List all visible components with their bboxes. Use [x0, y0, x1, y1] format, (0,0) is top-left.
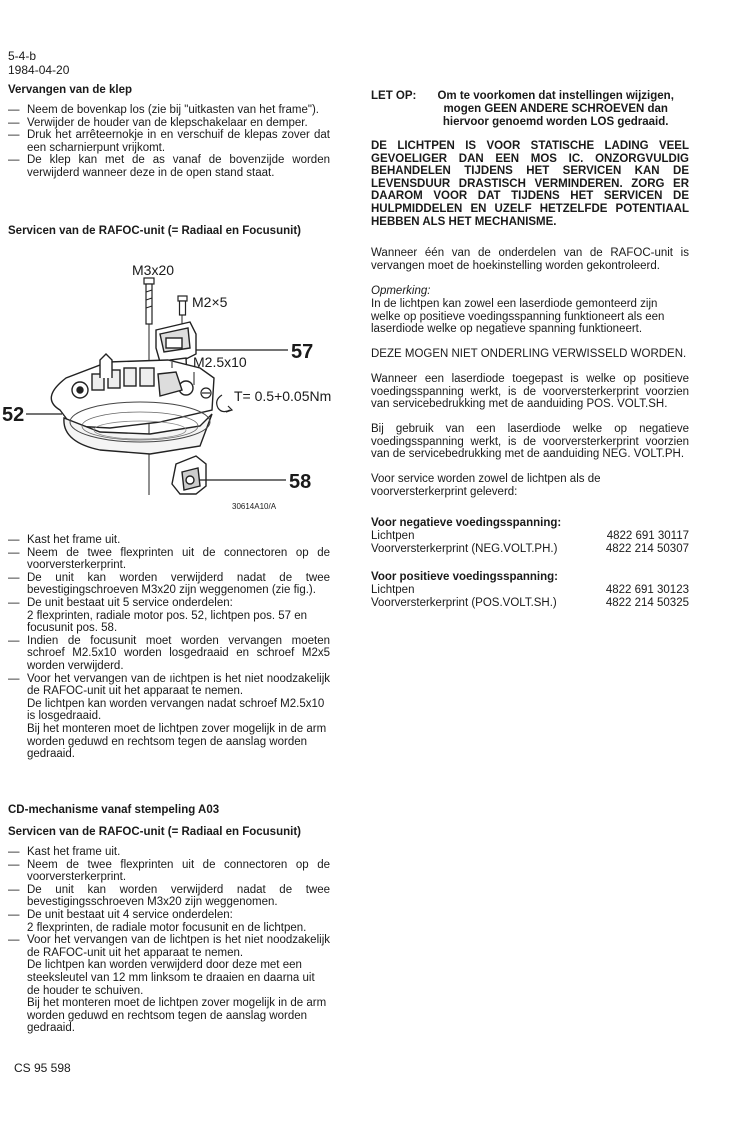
part-row: Voorversterkerprint (POS.VOLT.SH.) 4822 214 50325 [371, 596, 689, 609]
label-pos-57: 57 [291, 341, 314, 363]
part-row: Voorversterkerprint (NEG.VOLT.PH.) 4822 214 50307 [371, 542, 689, 555]
page-date: 1984-04-20 [8, 63, 70, 77]
letop-label: LET OP: [371, 90, 417, 102]
list-item: — Verwijder de houder van de klepschakelaar en demper. [8, 117, 330, 130]
part-row: Lichtpen 4822 691 30117 [371, 530, 689, 542]
opmerking-label: Opmerking: [371, 285, 431, 297]
klep-title: Vervangen van de klep [8, 84, 133, 96]
list-item: — Indien de focusunit moet worden vervangen moeten schroef M2.5x10 worden losgedraaid en schroef M2x5 worden verwijderd. [8, 635, 330, 673]
document-code: CS 95 598 [14, 1061, 71, 1075]
a03-subtitle: Servicen van de RAFOC-unit (= Radiaal en Focusunit) [8, 826, 301, 838]
a03-list [8, 846, 330, 1035]
focus-unit-shape [172, 456, 206, 494]
list-item: — Druk het arrêteernokje in en verschuif de klepas zover dat een scharnierpunt vrijkomt. [8, 129, 330, 154]
service-text: Voor service worden zowel de lichtpen als de voorversterkerprint geleverd: [371, 473, 601, 498]
list-item: — De unit kan worden verwijderd nadat de twee bevestigingschroeven M3x20 zijn weggenomen (zie fig.). [8, 572, 330, 597]
rafoc-title: Servicen van de RAFOC-unit (= Radiaal en Focusunit) [8, 225, 301, 237]
neg-parts-title: Voor negatieve voedingsspanning: [371, 517, 562, 529]
letop-block [371, 90, 689, 129]
list-item: — Neem de twee flexprinten uit de connectoren op de voorversterkerprint. [8, 859, 330, 884]
letop-text: Om te voorkomen dat instellingen wijzigen, mogen GEEN ANDERE SCHROEVEN dan hiervoor genoemd worden LOS gedraaid. [437, 90, 674, 128]
opmerking-caps: DEZE MOGEN NIET ONDERLING VERWISSELD WORDEN. [371, 348, 687, 360]
label-pos-58: 58 [289, 471, 312, 493]
list-item: — De unit bestaat uit 4 service onderdelen: 2 flexprinten, de radiale motor focusunit en de lichtpen. [8, 909, 330, 934]
pos-parts-title: Voor positieve voedingsspanning: [371, 571, 559, 583]
label-pos-52: 52 [2, 404, 25, 426]
part-row: Lichtpen 4822 691 30123 [371, 584, 689, 596]
list-item: — De unit bestaat uit 5 service onderdelen: 2 flexprinten, radiale motor pos. 52, lichtpen pos. 57 en focusunit pos. 58. [8, 597, 330, 635]
label-m25x10: M2.5x10 [193, 354, 247, 370]
list-item: — De unit kan worden verwijderd nadat de twee bevestigingsschroeven M3x20 zijn weggenomen. [8, 884, 330, 909]
neg-parts-list [371, 530, 689, 555]
a03-title: CD-mechanisme vanaf stempeling A03 [8, 804, 220, 816]
list-item: — Voor het vervangen van de ıichtpen is het niet noodzakelijk de RAFOC-unit uit het apparaat te nemen. De lichtpen kan worden vervangen nadat schroef M2.5x10 is losgedraaid. Bij het monteren moet de lichtpen zover mogelijk in de arm worden geduwd en rechtsom tegen de aanslag worden gedraaid. [8, 673, 330, 761]
label-torque: T= 0.5+0.05Nm [234, 388, 332, 404]
list-item: — Neem de bovenkap los (zie bij "uitkasten van het frame"). [8, 104, 330, 117]
label-m3x20: M3x20 [132, 262, 175, 278]
list-item: — Voor het vervangen van de lichtpen is het niet noodzakelijk de RAFOC-unit uit het apparaat te nemen. De lichtpen kan worden verwijderd door deze met een steeksleutel van 12 mm linksom te draaien en daarna uit de houder te schuiven. Bij het monteren moet de lichtpen zover mogelijk in de arm worden geduwd en rechtsom tegen de aanslag worden gedraaid. [8, 934, 330, 1035]
klep-list [8, 104, 330, 180]
page-section-code: 5-4-b [8, 49, 37, 63]
label-m2x5: M2×5 [192, 294, 228, 310]
pos-parts-list [371, 584, 689, 609]
pos-volt-text: Wanneer een laserdiode toegepast is welke op positieve voedingsspanning werkt, is de voorversterkerprint voorzien van servicebedrukking met de aanduiding POS. VOLT.SH. [371, 373, 689, 411]
rafoc-unit-diagram [0, 250, 340, 520]
list-item: — De klep kan met de as vanaf de bovenzijde worden verwijderd wanneer deze in de open stand staat. [8, 154, 330, 179]
figure-code: 30614A10/A [232, 502, 277, 511]
opmerking-text: In de lichtpen kan zowel een laserdiode gemonteerd zijn welke op positieve voedingsspanning funktioneert als een laserdiode welke op negatieve spanning funktioneert. [371, 298, 665, 336]
rafoc-list [8, 534, 330, 761]
list-item: — Neem de twee flexprinten uit de connectoren op de voorversterkerprint. [8, 547, 330, 572]
list-item: — Kast het frame uit. [8, 846, 330, 859]
replace-note: Wanneer één van de onderdelen van de RAFOC-unit is vervangen moet de hoekinstelling worden gekontroleerd. [371, 247, 689, 272]
neg-volt-text: Bij gebruik van een laserdiode welke op negatieve voedingsspanning werkt, is de voorversterkerprint voorzien van de servicebedrukking met de aanduiding NEG. VOLT.PH. [371, 423, 689, 461]
rafoc-arm-shape [51, 354, 214, 454]
screw-m25x10-icon [201, 388, 211, 398]
static-warning: DE LICHTPEN IS VOOR STATISCHE LADING VEEL GEVOELIGER DAN EEN MOS IC. ONZORGVULDIG BEHANDELEN TIJDENS HET SERVICEN KAN DE LEVENSDUUR DRASTISCH VERMINDEREN. ZORG ER DAAROM VOOR DAT TIJDENS HET SERVICEN DE HULPMIDDELEN EN UZELF HETZELFDE POTENTIAAL HEBBEN ALS HET MECHANISME. [371, 140, 689, 228]
list-item: — Kast het frame uit. [8, 534, 330, 547]
